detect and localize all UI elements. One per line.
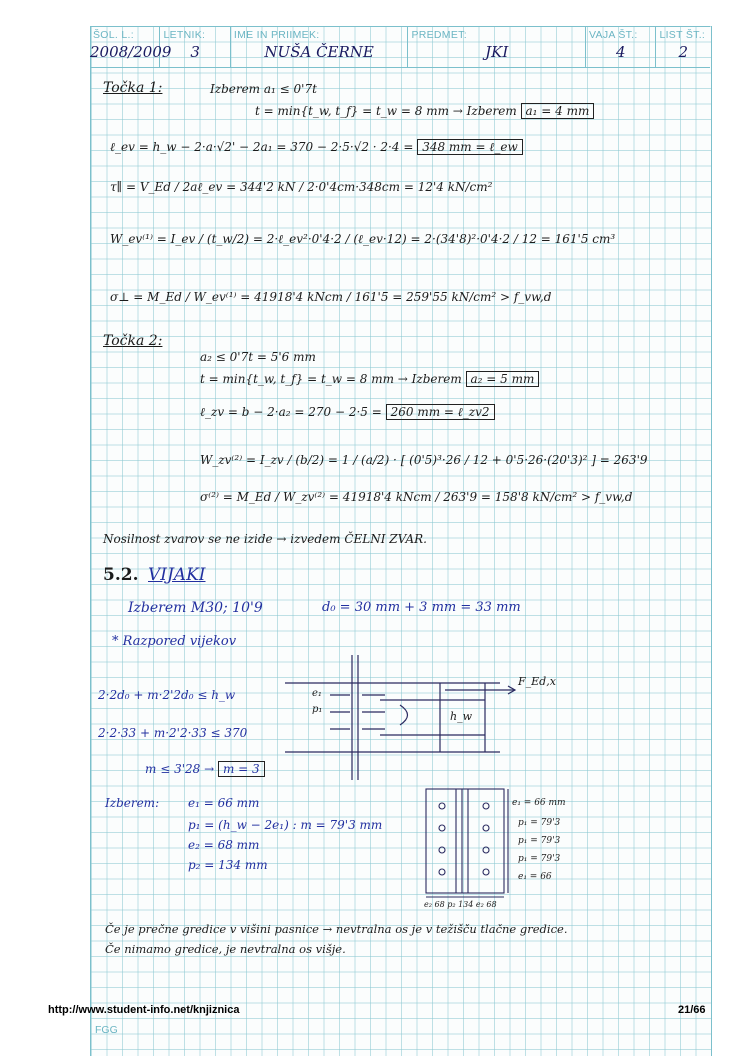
chosen-e2: e₂ = 68 mm <box>188 838 260 852</box>
t1-line-3-text: ℓ_ev = h_w − 2·a·√2' − 2a₁ = 370 − 2·5·√2 · 2·4 = <box>110 140 414 154</box>
section-title-tocka1: Točka 1: <box>103 80 163 96</box>
plate-dim-p1-3: p₁ = 79'3 <box>518 854 561 864</box>
t2-line-5: σ⁽²⁾ = M_Ed / W_zv⁽²⁾ = 41918'4 kNcm / 263'9 = 158'8 kN/cm² > f_vw,d <box>200 490 633 504</box>
section-title-tocka2: Točka 2: <box>103 333 163 349</box>
t1-boxed-result: a₁ = 4 mm <box>521 103 595 119</box>
t1-line-2-text: t = min{t_w, t_f} = t_w = 8 mm → Izberem <box>255 104 517 118</box>
t1-boxed-length: 348 mm = ℓ_ew <box>417 139 523 155</box>
condition-2: 2·2·33 + m·2'2·33 ≤ 370 <box>98 726 248 740</box>
t1-line-1: Izberem a₁ ≤ 0'7t <box>210 82 317 96</box>
edge-distance-label: e₁ <box>312 688 322 699</box>
condition-1: 2·2d₀ + m·2'2d₀ ≤ h_w <box>98 688 236 702</box>
note-line-2: Če nimamo gredice, je nevtralna os višje. <box>105 942 346 956</box>
plate-dim-e1-bottom: e₁ = 66 <box>518 872 552 882</box>
header-label: ŠOL. L.: <box>93 29 134 41</box>
izberem-label: Izberem: <box>105 796 160 810</box>
bolt-hole-diameter: d₀ = 30 mm + 3 mm = 33 mm <box>322 600 521 615</box>
chosen-p1: p₁ = (h_w − 2e₁) : m = 79'3 mm <box>188 818 383 832</box>
header-value: 2 <box>678 43 688 61</box>
header-value: 2008/2009 <box>90 43 172 61</box>
header-label: LIST ŠT.: <box>659 29 706 41</box>
footer-fgg-label: FGG <box>95 1024 118 1036</box>
t2-line-4: W_zv⁽²⁾ = I_zv / (b/2) = 1 / (a/2) · [ (0'5)³·26 / 12 + 0'5·26·(20'3)² ] = 263'9 <box>200 453 648 467</box>
header-value: 3 <box>190 43 200 61</box>
bolt-layout-title: * Razpored vijekov <box>112 634 237 649</box>
header-value: NUŠA ČERNE <box>264 43 374 61</box>
header-label: PREDMET: <box>411 29 467 41</box>
note-line-1: Če je prečne gredice v višini pasnice → nevtralna os je v težišču tlačne gredice. <box>105 922 568 936</box>
chosen-p2: p₂ = 134 mm <box>188 858 268 872</box>
header-value: JKI <box>485 43 509 61</box>
header-label: VAJA ŠT.: <box>589 29 638 41</box>
plate-dim-p1-1: p₁ = 79'3 <box>518 818 561 828</box>
t2-line-1: a₂ ≤ 0'7t = 5'6 mm <box>200 350 316 364</box>
bolt-count-box: m = 3 <box>218 761 265 777</box>
force-label: F_Ed,x <box>518 675 556 688</box>
t1-line-4: τ∥ = V_Ed / 2aℓ_ev = 344'2 kN / 2·0'4cm·348cm = 12'4 kN/cm² <box>110 180 493 194</box>
header-label: LETNIK: <box>163 29 206 41</box>
web-height-label: h_w <box>450 710 472 723</box>
section-number: 5.2. <box>103 565 139 585</box>
condition-3-text: m ≤ 3'28 → <box>145 762 215 776</box>
bolt-choice: Izberem M30; 10'9 <box>128 600 263 616</box>
t2-conclusion: Nosilnost zvarov se ne izide → izvedem ČELNI ZVAR. <box>103 532 427 546</box>
t2-boxed-result: a₂ = 5 mm <box>466 371 540 387</box>
footer-link[interactable]: http://www.student-info.net/knjiznica <box>48 1004 240 1016</box>
section-heading-vijaki: VIJAKI <box>148 565 206 585</box>
t2-line-3-text: ℓ_zv = b − 2·a₂ = 270 − 2·5 = <box>200 405 382 419</box>
chosen-e1: e₁ = 66 mm <box>188 796 260 810</box>
plate-dim-p1-2: p₁ = 79'3 <box>518 836 561 846</box>
plate-dim-bottom: e₂ 68 p₂ 134 e₂ 68 <box>424 900 497 909</box>
t2-boxed-length: 260 mm = ℓ_zv2 <box>386 404 495 420</box>
header-label: IME IN PRIIMEK: <box>233 29 320 41</box>
t1-line-6: σ⊥ = M_Ed / W_ev⁽¹⁾ = 41918'4 kNcm / 161'5 = 259'55 kN/cm² > f_vw,d <box>110 290 552 304</box>
pitch-label: p₁ <box>312 704 323 715</box>
footer-page-number: 21/66 <box>678 1004 706 1016</box>
plate-dim-e1: e₁ = 66 mm <box>512 798 566 808</box>
header-value: 4 <box>615 43 626 61</box>
t1-line-5: W_ev⁽¹⁾ = I_ev / (t_w/2) = 2·ℓ_ev²·0'4·2 / (ℓ_ev·12) = 2·(34'8)²·0'4·2 / 12 = 161'5 cm³ <box>110 232 616 246</box>
t2-line-2-text: t = min{t_w, t_f} = t_w = 8 mm → Izberem <box>200 372 462 386</box>
